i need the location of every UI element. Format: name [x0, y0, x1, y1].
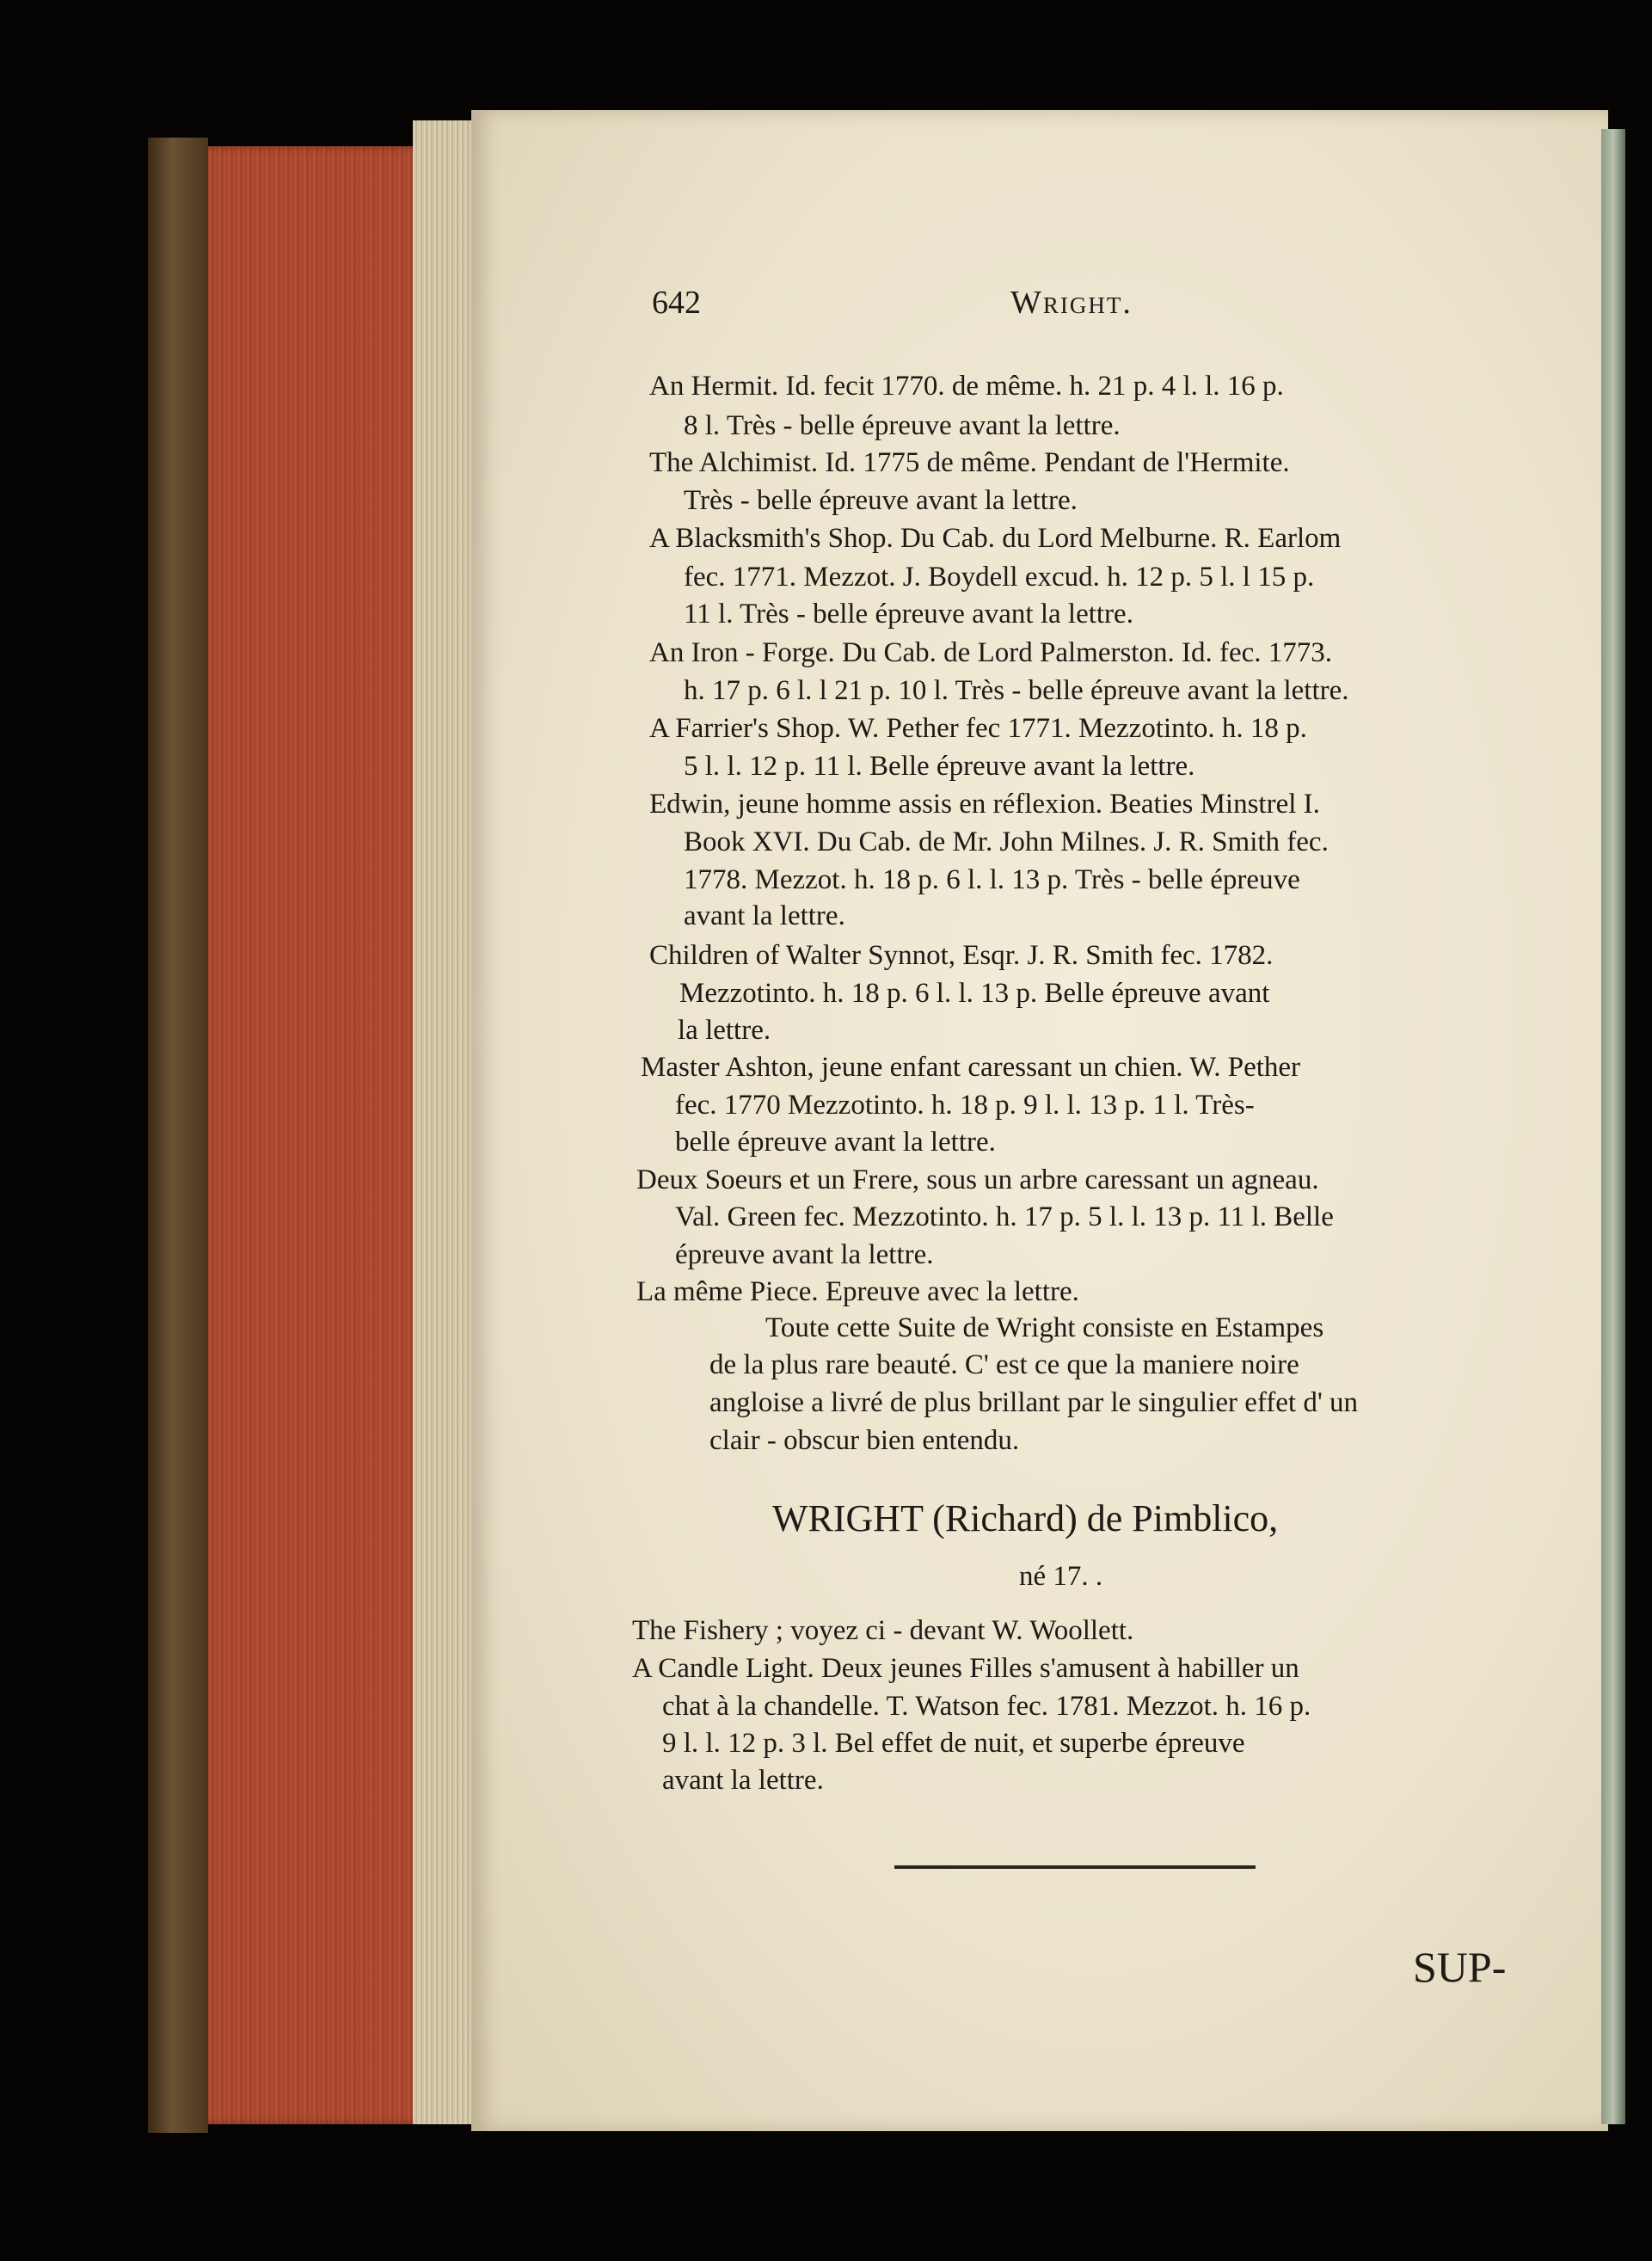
note-line: clair - obscur bien entendu. [709, 1425, 1020, 1456]
entry-line: Très - belle épreuve avant la lettre. [684, 485, 1078, 516]
entry-line: Children of Walter Synnot, Esqr. J. R. Smith fec. 1782. [649, 940, 1274, 971]
birth-note: né 17. . [1019, 1561, 1103, 1592]
entry-line: Deux Soeurs et un Frere, sous un arbre caressant un agneau. [636, 1164, 1319, 1195]
entry-line: 8 l. Très - belle épreuve avant la lettre. [684, 410, 1121, 441]
entry-line: avant la lettre. [684, 900, 845, 931]
section-heading: WRIGHT (Richard) de Pimblico, [772, 1497, 1279, 1539]
section-rule [894, 1865, 1256, 1869]
entry-line: 1778. Mezzot. h. 18 p. 6 l. l. 13 p. Très - belle épreuve [684, 864, 1300, 895]
entry-line: h. 17 p. 6 l. l 21 p. 10 l. Très - belle épreuve avant la lettre. [684, 675, 1349, 706]
note-line: Toute cette Suite de Wright consiste en Estampes [765, 1312, 1324, 1343]
entry-line: avant la lettre. [662, 1765, 824, 1796]
entry-line: La même Piece. Epreuve avec la lettre. [636, 1276, 1079, 1307]
entry-line: A Blacksmith's Shop. Du Cab. du Lord Melburne. R. Earlom [649, 523, 1342, 554]
entry-line: Edwin, jeune homme assis en réflexion. Beaties Minstrel I. [649, 789, 1320, 820]
entry-line: Mezzotinto. h. 18 p. 6 l. l. 13 p. Belle épreuve avant [679, 978, 1270, 1009]
entry-line: The Fishery ; voyez ci - devant W. Woollett. [632, 1615, 1134, 1646]
entry-line: The Alchimist. Id. 1775 de même. Pendant de l'Hermite. [649, 447, 1290, 478]
entry-line: fec. 1771. Mezzot. J. Boydell excud. h. 12 p. 5 l. l 15 p. [684, 562, 1315, 593]
facing-page-edge [1601, 129, 1625, 2124]
entry-line: A Candle Light. Deux jeunes Filles s'amusent à habiller un [632, 1653, 1299, 1684]
entry-line: belle épreuve avant la lettre. [675, 1127, 996, 1158]
entry-line: Book XVI. Du Cab. de Mr. John Milnes. J. R. Smith fec. [684, 826, 1329, 857]
entry-line: 5 l. l. 12 p. 11 l. Belle épreuve avant la lettre. [684, 751, 1195, 782]
entry-line: épreuve avant la lettre. [675, 1239, 934, 1270]
note-line: de la plus rare beauté. C' est ce que la maniere noire [709, 1349, 1299, 1380]
entry-line: An Iron - Forge. Du Cab. de Lord Palmerston. Id. fec. 1773. [649, 637, 1332, 668]
entry-line: fec. 1770 Mezzotinto. h. 18 p. 9 l. l. 13 p. 1 l. Très- [675, 1090, 1255, 1121]
page-edges-inner [413, 120, 473, 2124]
catchword: SUP- [1413, 1943, 1507, 1991]
entry-line: chat à la chandelle. T. Watson fec. 1781. Mezzot. h. 16 p. [662, 1691, 1311, 1722]
entry-line: A Farrier's Shop. W. Pether fec 1771. Mezzotinto. h. 18 p. [649, 713, 1307, 744]
entry-line: Master Ashton, jeune enfant caressant un chien. W. Pether [641, 1052, 1301, 1083]
book-spine [148, 138, 208, 2133]
running-title: Wright. [1010, 285, 1133, 321]
page-number: 642 [652, 285, 701, 321]
entry-line: Val. Green fec. Mezzotinto. h. 17 p. 5 l. l. 13 p. 11 l. Belle [675, 1201, 1334, 1232]
note-line: angloise a livré de plus brillant par le singulier effet d' un [709, 1387, 1359, 1418]
entry-line: 9 l. l. 12 p. 3 l. Bel effet de nuit, et superbe épreuve [662, 1728, 1245, 1759]
entry-line: An Hermit. Id. fecit 1770. de même. h. 21 p. 4 l. l. 16 p. [649, 371, 1284, 402]
entry-line: la lettre. [678, 1015, 771, 1046]
entry-line: 11 l. Très - belle épreuve avant la lettre. [684, 599, 1133, 630]
